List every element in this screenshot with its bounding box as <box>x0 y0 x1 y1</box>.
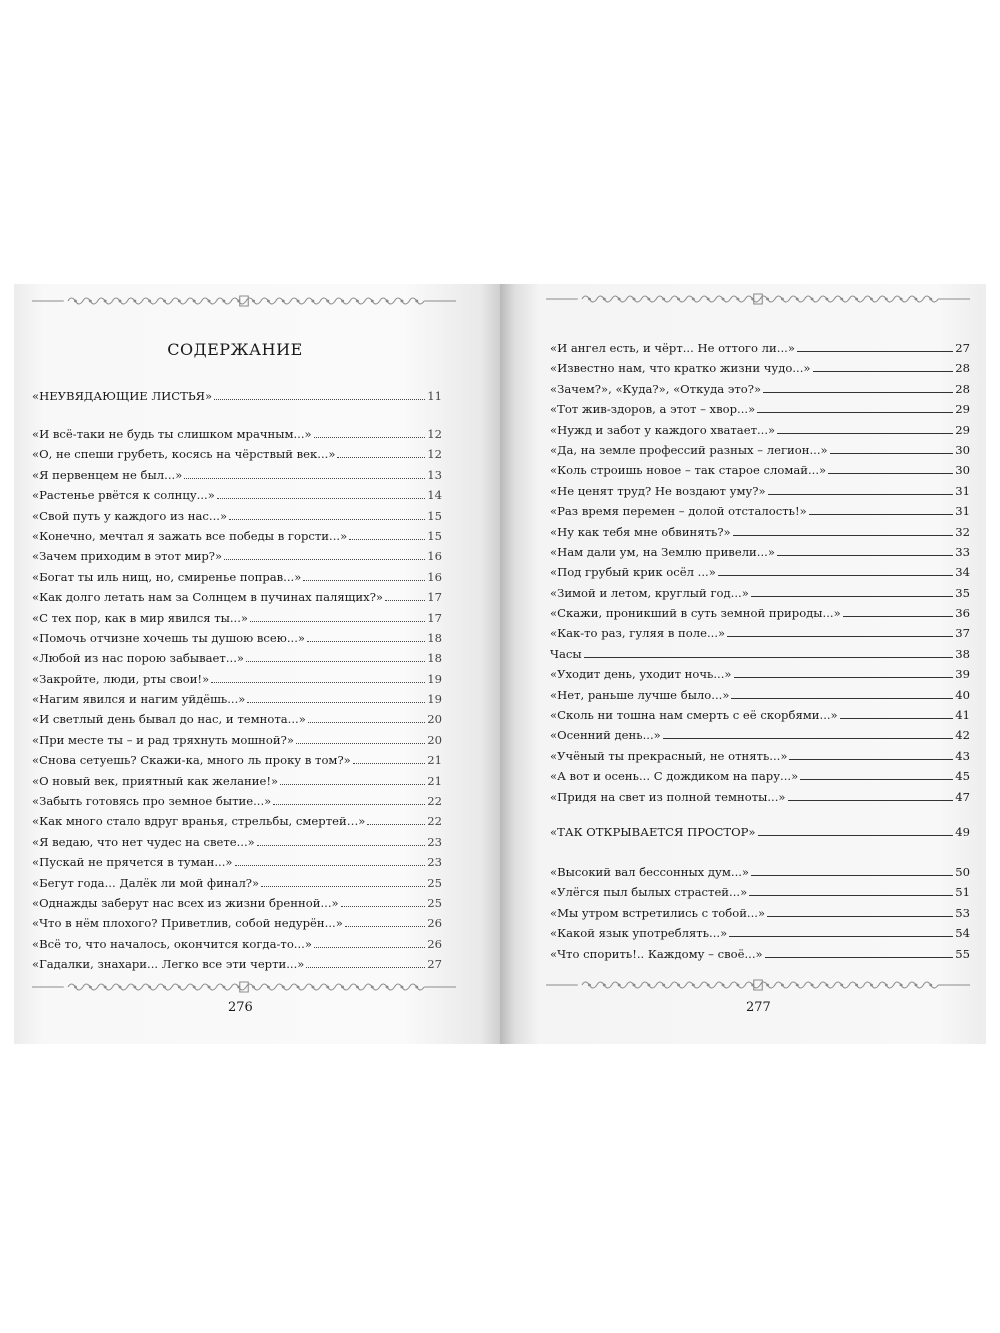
leader-dots <box>349 538 425 540</box>
leader-dots <box>830 452 954 454</box>
entry-page: 50 <box>955 865 970 879</box>
entry-page: 54 <box>955 926 970 941</box>
ornament-border-bottom-icon <box>546 978 970 992</box>
leader-dots <box>777 554 953 556</box>
entry-title: «Я первенцем не был...» <box>32 467 183 482</box>
entry-title: «И всё-таки не будь ты слишком мрачным...» <box>32 427 312 441</box>
leader-dots <box>758 834 954 836</box>
entry-title: «Что спорить!.. Каждому – своё...» <box>550 946 763 961</box>
toc-entry[interactable] <box>550 944 970 964</box>
toc-entry[interactable] <box>32 587 442 607</box>
entry-page: 27 <box>427 957 442 972</box>
toc-entry[interactable] <box>32 567 442 587</box>
toc-entry[interactable] <box>32 934 442 954</box>
entry-title: «Гадалки, знахари... Легко все эти черти...» <box>32 957 305 972</box>
entry-page: 21 <box>427 773 442 788</box>
entry-page: 17 <box>427 590 442 605</box>
toc-entry[interactable] <box>550 644 970 664</box>
leader-dots <box>296 742 425 744</box>
toc-entry[interactable] <box>32 628 442 648</box>
leader-dots <box>729 935 953 937</box>
entry-title: «Уходит день, уходит ночь...» <box>550 667 732 682</box>
toc-entry[interactable] <box>32 386 442 406</box>
toc-entry[interactable] <box>550 746 970 766</box>
leader-dots <box>353 762 425 764</box>
leader-dots <box>777 432 953 434</box>
ornament-border-top-icon <box>32 294 456 308</box>
toc-entry[interactable] <box>32 852 442 872</box>
toc-entry[interactable] <box>32 444 442 464</box>
toc-entry[interactable] <box>550 705 970 725</box>
entry-page: 15 <box>427 528 442 543</box>
entry-title: «Как много стало вдруг вранья, стрельбы, смертей…» <box>32 814 366 829</box>
leader-dots <box>307 640 425 642</box>
entry-page: 12 <box>427 447 442 462</box>
leader-dots <box>731 697 953 699</box>
entry-page: 40 <box>955 687 970 702</box>
book-spread <box>14 284 986 1044</box>
entry-page: 47 <box>955 789 970 804</box>
entry-title: «При месте ты – и рад тряхнуть мошной?» <box>32 732 294 747</box>
toc-entry[interactable] <box>550 685 970 705</box>
toc-heading: СОДЕРЖАНИЕ <box>167 340 303 359</box>
leader-dots <box>800 778 953 780</box>
leader-dots <box>765 956 954 958</box>
toc-entry[interactable] <box>550 542 970 562</box>
leader-dots <box>314 946 425 948</box>
entry-page: 16 <box>427 569 442 584</box>
entry-page: 29 <box>955 402 970 417</box>
toc-entry[interactable] <box>32 648 442 668</box>
leader-dots <box>308 721 425 723</box>
toc-entry[interactable] <box>32 709 442 729</box>
toc-entry[interactable] <box>550 725 970 745</box>
leader-dots <box>843 615 954 617</box>
toc-entry[interactable] <box>32 730 442 750</box>
entry-title: «О новый век, приятный как желание!» <box>32 773 279 788</box>
entry-title: «Бегут года... Далёк ли мой финал?» <box>32 875 260 890</box>
toc-entry[interactable] <box>550 862 970 882</box>
entry-title: «Нужд и забот у каждого хватает...» <box>550 422 776 437</box>
toc-entry[interactable] <box>550 822 970 842</box>
toc-entry[interactable] <box>32 771 442 791</box>
entry-title: «Раз время перемен – долой отсталость!» <box>550 504 807 519</box>
toc-entry[interactable] <box>550 358 970 378</box>
entry-title: «Мы утром встретились с тобой...» <box>550 905 766 920</box>
entry-title: «Ну как тебя мне обвинять?» <box>550 524 731 539</box>
entry-title: «ТАК ОТКРЫВАЕТСЯ ПРОСТОР» <box>550 825 756 839</box>
entry-page: 53 <box>955 905 970 920</box>
entry-title: «И ангел есть, и чёрт... Не оттого ли...» <box>550 341 795 355</box>
entry-title: «С тех пор, как в мир явился ты...» <box>32 610 249 625</box>
page-number: 276 <box>228 1000 253 1015</box>
entry-page: 15 <box>427 508 442 523</box>
leader-dots <box>229 518 425 520</box>
toc-list <box>32 424 442 975</box>
entry-title: «Высокий вал бессонных дум...» <box>550 865 750 879</box>
entry-page: 31 <box>955 483 970 498</box>
toc-entry[interactable] <box>550 766 970 786</box>
toc-entry[interactable] <box>550 379 970 399</box>
entry-page: 37 <box>955 626 970 641</box>
toc-entry[interactable] <box>32 506 442 526</box>
toc-entry[interactable] <box>32 526 442 546</box>
entry-page: 20 <box>427 712 442 727</box>
entry-title: «Что в нём плохого? Приветлив, собой недурён...» <box>32 916 343 931</box>
leader-dots <box>273 803 425 805</box>
leader-dots <box>757 411 953 413</box>
entry-page: 43 <box>955 748 970 763</box>
entry-page: 19 <box>427 671 442 686</box>
entry-title: «Однажды заберут нас всех из жизни бренной...» <box>32 895 339 910</box>
entry-title: «Нагим явился и нагим уйдёшь...» <box>32 692 246 707</box>
entry-title: «Придя на свет из полной темноты...» <box>550 789 786 804</box>
toc-entry[interactable] <box>32 546 442 566</box>
entry-title: «Тот жив-здоров, а этот – хвор...» <box>550 402 756 417</box>
toc-entry[interactable] <box>550 623 970 643</box>
entry-page: 34 <box>955 565 970 580</box>
entry-title: «Скажи, проникший в суть земной природы...» <box>550 606 841 621</box>
entry-page: 12 <box>427 427 442 441</box>
toc-entry[interactable] <box>550 501 970 521</box>
leader-dots <box>749 894 953 896</box>
leader-dots <box>314 436 426 438</box>
entry-page: 26 <box>427 936 442 951</box>
toc-entry[interactable] <box>550 460 970 480</box>
entry-title: «Зимой и летом, круглый год...» <box>550 585 749 600</box>
entry-title: «Улёгся пыл былых страстей...» <box>550 885 748 900</box>
toc-entry[interactable] <box>550 420 970 440</box>
toc-entry[interactable] <box>32 750 442 770</box>
entry-title: «Известно нам, что кратко жизни чудо...» <box>550 361 811 376</box>
entry-title: «Осенний день...» <box>550 728 661 743</box>
leader-dots <box>767 915 953 917</box>
toc-list <box>550 862 970 964</box>
entry-page: 49 <box>955 825 970 839</box>
entry-title: «Нет, раньше лучше было...» <box>550 687 730 702</box>
toc-entry[interactable] <box>32 465 442 485</box>
entry-title: «Как-то раз, гуляя в поле...» <box>550 626 726 641</box>
entry-title: «Свой путь у каждого из нас...» <box>32 508 228 523</box>
toc-entry[interactable] <box>550 787 970 807</box>
toc-entry[interactable] <box>32 913 442 933</box>
toc-entry[interactable] <box>550 338 970 358</box>
toc-entry[interactable] <box>32 893 442 913</box>
entry-page: 22 <box>427 794 442 809</box>
toc-entry[interactable] <box>550 882 970 902</box>
entry-title: «Снова сетуешь? Скажи-ка, много ль проку в том?» <box>32 753 351 768</box>
entry-page: 29 <box>955 422 970 437</box>
entry-page: 18 <box>427 630 442 645</box>
leader-dots <box>224 558 425 560</box>
entry-title: «Учёный ты прекрасный, не отнять...» <box>550 748 788 763</box>
entry-title: «О, не спеши грубеть, косясь на чёрствый век...» <box>32 447 336 462</box>
entry-page: 16 <box>427 549 442 564</box>
entry-title: «НЕУВЯДАЮЩИЕ ЛИСТЬЯ» <box>32 389 213 403</box>
toc-entry[interactable] <box>550 903 970 923</box>
entry-title: «Помочь отчизне хочешь ты душою всею...» <box>32 630 305 645</box>
leader-dots <box>385 599 425 601</box>
entry-title: «Сколь ни тошна нам смерть с её скорбями...» <box>550 708 838 723</box>
toc-entry[interactable] <box>550 923 970 943</box>
entry-page: 23 <box>427 855 442 870</box>
entry-page: 25 <box>427 875 442 890</box>
entry-title: «Как долго летать нам за Солнцем в пучинах палящих?» <box>32 590 384 605</box>
toc-entry[interactable] <box>32 811 442 831</box>
leader-dots <box>727 635 953 637</box>
entry-page: 38 <box>955 646 970 661</box>
entry-title: «Под грубый крик осёл ...» <box>550 565 716 580</box>
entry-page: 51 <box>955 885 970 900</box>
entry-page: 32 <box>955 524 970 539</box>
ornament-border-bottom-icon <box>32 980 456 994</box>
toc-entry[interactable] <box>550 440 970 460</box>
left-page <box>14 284 500 1044</box>
leader-dots <box>235 864 426 866</box>
right-page <box>500 284 986 1044</box>
leader-dots <box>663 737 953 739</box>
entry-title: «И светлый день бывал до нас, и темнота...» <box>32 712 306 727</box>
leader-dots <box>763 391 953 393</box>
section-entry <box>550 822 970 842</box>
leader-dots <box>246 660 425 662</box>
entry-page: 23 <box>427 834 442 849</box>
entry-page: 27 <box>955 341 970 355</box>
section-entry <box>32 386 442 406</box>
leader-dots <box>813 370 954 372</box>
toc-entry[interactable] <box>32 485 442 505</box>
entry-page: 22 <box>427 814 442 829</box>
toc-entry[interactable] <box>32 832 442 852</box>
entry-title: «Нам дали ум, на Землю привели...» <box>550 544 775 559</box>
leader-dots <box>217 497 425 499</box>
entry-page: 45 <box>955 769 970 784</box>
entry-title: «Коль строишь новое – так старое сломай...» <box>550 463 827 478</box>
entry-page: 30 <box>955 442 970 457</box>
toc-entry[interactable] <box>32 689 442 709</box>
leader-dots <box>345 925 425 927</box>
leader-dots <box>828 472 953 474</box>
entry-page: 55 <box>955 946 970 961</box>
toc-entry[interactable] <box>32 608 442 628</box>
leader-dots <box>184 477 425 479</box>
toc-entry[interactable] <box>550 562 970 582</box>
toc-entry[interactable] <box>550 603 970 623</box>
entry-title: «Любой из нас порою забывает...» <box>32 651 244 666</box>
toc-entry[interactable] <box>550 522 970 542</box>
entry-page: 17 <box>427 610 442 625</box>
leader-dots <box>337 456 425 458</box>
toc-entry[interactable] <box>32 791 442 811</box>
entry-page: 31 <box>955 504 970 519</box>
entry-page: 39 <box>955 667 970 682</box>
entry-title: «Я ведаю, что нет чудес на свете...» <box>32 834 255 849</box>
leader-dots <box>718 574 953 576</box>
entry-title: «Забыть готовясь про земное бытие...» <box>32 794 272 809</box>
leader-dots <box>751 595 953 597</box>
leader-dots <box>303 579 425 581</box>
leader-dots <box>257 844 425 846</box>
leader-dots <box>211 681 425 683</box>
leader-dots <box>280 783 425 785</box>
leader-dots <box>214 398 425 400</box>
entry-page: 19 <box>427 692 442 707</box>
entry-page: 33 <box>955 544 970 559</box>
entry-title: «Да, на земле профессий разных – легион...» <box>550 442 828 457</box>
toc-entry[interactable] <box>550 481 970 501</box>
entry-page: 25 <box>427 895 442 910</box>
entry-page: 13 <box>427 467 442 482</box>
leader-dots <box>367 823 425 825</box>
toc-entry[interactable] <box>550 664 970 684</box>
leader-dots <box>733 534 954 536</box>
leader-dots <box>788 799 954 801</box>
leader-dots <box>734 676 954 678</box>
leader-dots <box>247 701 425 703</box>
entry-page: 42 <box>955 728 970 743</box>
entry-page: 14 <box>427 488 442 503</box>
entry-page: 26 <box>427 916 442 931</box>
leader-dots <box>797 350 953 352</box>
entry-title: «Богат ты иль нищ, но, смиренье поправ...» <box>32 569 302 584</box>
entry-page: 35 <box>955 585 970 600</box>
toc-entry[interactable] <box>32 873 442 893</box>
toc-entry[interactable] <box>550 583 970 603</box>
entry-page: 36 <box>955 606 970 621</box>
leader-dots <box>751 874 953 876</box>
entry-page: 41 <box>955 708 970 723</box>
entry-title: «Пускай не прячется в туман...» <box>32 855 233 870</box>
toc-entry[interactable] <box>32 954 442 974</box>
leader-dots <box>768 493 954 495</box>
entry-page: 30 <box>955 463 970 478</box>
entry-page: 28 <box>955 381 970 396</box>
leader-dots <box>341 905 426 907</box>
leader-dots <box>306 966 425 968</box>
ornament-border-top-icon <box>546 292 970 306</box>
leader-dots <box>809 513 954 515</box>
entry-title: «А вот и осень... С дождиком на пару...» <box>550 769 799 784</box>
toc-entry[interactable] <box>32 424 442 444</box>
entry-title: «Всё то, что началось, окончится когда-то...» <box>32 936 312 951</box>
leader-dots <box>789 758 953 760</box>
entry-page: 21 <box>427 753 442 768</box>
entry-title: «Закройте, люди, рты свои!» <box>32 671 210 686</box>
leader-dots <box>261 885 425 887</box>
entry-page: 20 <box>427 732 442 747</box>
entry-page: 11 <box>427 389 442 403</box>
entry-title: «Зачем?», «Куда?», «Откуда это?» <box>550 381 762 396</box>
entry-title: «Конечно, мечтал я зажать все победы в горсти...» <box>32 528 348 543</box>
leader-dots <box>250 620 425 622</box>
entry-title: «Зачем приходим в этот мир?» <box>32 549 223 564</box>
toc-entry[interactable] <box>550 399 970 419</box>
page-number: 277 <box>746 1000 771 1015</box>
entry-page: 18 <box>427 651 442 666</box>
entry-title: Часы <box>550 646 582 661</box>
toc-entry[interactable] <box>32 669 442 689</box>
leader-dots <box>584 656 954 658</box>
entry-title: «Растенье рвётся к солнцу...» <box>32 488 215 503</box>
entry-title: «Какой язык употреблять...» <box>550 926 728 941</box>
leader-dots <box>840 717 954 719</box>
entry-page: 28 <box>955 361 970 376</box>
toc-list <box>550 338 970 807</box>
entry-title: «Не ценят труд? Не воздают уму?» <box>550 483 766 498</box>
